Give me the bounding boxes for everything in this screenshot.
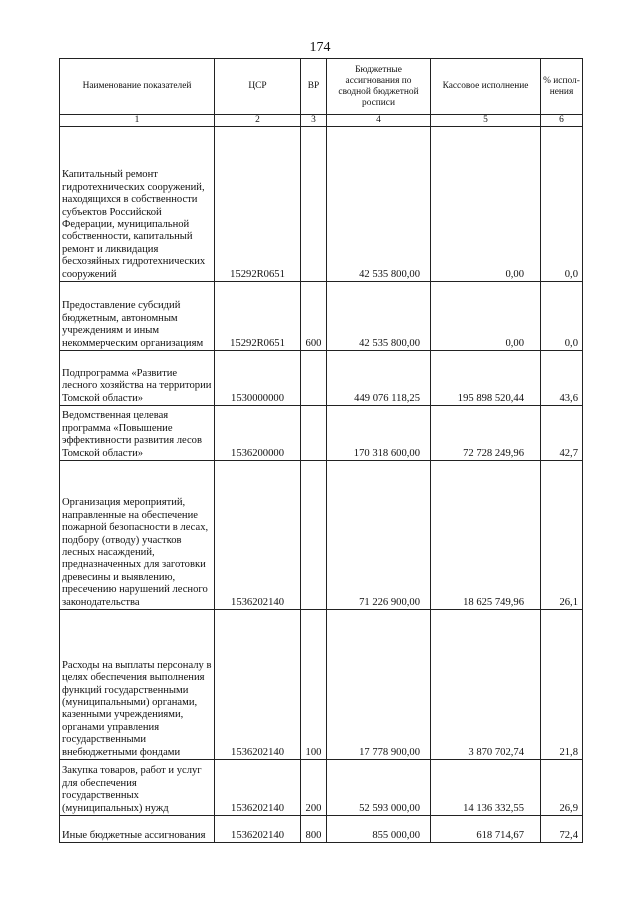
column-header-name: Наименование показателей <box>60 59 215 115</box>
row-csr: 1530000000 <box>215 351 301 406</box>
row-budget: 42 535 800,00 <box>327 282 431 351</box>
row-vr <box>301 127 327 282</box>
row-budget: 17 778 900,00 <box>327 610 431 760</box>
row-percent: 72,4 <box>541 816 583 843</box>
budget-execution-table <box>59 58 583 843</box>
row-percent: 0,0 <box>541 127 583 282</box>
row-vr <box>301 351 327 406</box>
row-cash: 3 870 702,74 <box>431 610 541 760</box>
row-percent: 21,8 <box>541 610 583 760</box>
row-percent: 26,9 <box>541 760 583 816</box>
row-budget: 855 000,00 <box>327 816 431 843</box>
column-number: 5 <box>431 115 541 127</box>
row-name: Расходы на выплаты персоналу в целях обеспечения выполнения функций государственными (муниципальными) органами, казенными учреждениями, органами управления государственными внебюджетными фондами <box>60 610 215 760</box>
row-name: Закупка товаров, работ и услуг для обеспечения государственных (муниципальных) нужд <box>60 760 215 816</box>
column-number: 4 <box>327 115 431 127</box>
table-row <box>60 351 583 406</box>
row-percent: 42,7 <box>541 406 583 461</box>
row-vr <box>301 406 327 461</box>
row-vr: 800 <box>301 816 327 843</box>
column-header-cash: Кассовое исполнение <box>431 59 541 115</box>
column-number: 1 <box>60 115 215 127</box>
row-name: Подпрограмма «Развитие лесного хозяйства на территории Томской области» <box>60 351 215 406</box>
row-vr: 600 <box>301 282 327 351</box>
row-csr: 1536202140 <box>215 461 301 610</box>
column-number: 6 <box>541 115 583 127</box>
row-csr: 1536202140 <box>215 610 301 760</box>
row-cash: 195 898 520,44 <box>431 351 541 406</box>
row-csr: 15292R0651 <box>215 282 301 351</box>
row-budget: 71 226 900,00 <box>327 461 431 610</box>
row-cash: 72 728 249,96 <box>431 406 541 461</box>
table-row <box>60 760 583 816</box>
row-csr: 1536202140 <box>215 760 301 816</box>
row-budget: 170 318 600,00 <box>327 406 431 461</box>
row-cash: 14 136 332,55 <box>431 760 541 816</box>
row-cash: 18 625 749,96 <box>431 461 541 610</box>
header-row <box>60 59 583 115</box>
row-vr: 200 <box>301 760 327 816</box>
column-number: 3 <box>301 115 327 127</box>
table-row <box>60 406 583 461</box>
column-header-vr: ВР <box>301 59 327 115</box>
table-row <box>60 610 583 760</box>
row-budget: 42 535 800,00 <box>327 127 431 282</box>
row-budget: 449 076 118,25 <box>327 351 431 406</box>
row-csr: 15292R0651 <box>215 127 301 282</box>
column-number: 2 <box>215 115 301 127</box>
row-cash: 618 714,67 <box>431 816 541 843</box>
row-percent: 43,6 <box>541 351 583 406</box>
row-name: Иные бюджетные ассигнования <box>60 816 215 843</box>
row-vr <box>301 461 327 610</box>
row-csr: 1536202140 <box>215 816 301 843</box>
row-name: Ведомственная целевая программа «Повышение эффективности развития лесов Томской области» <box>60 406 215 461</box>
column-number-row <box>60 115 583 127</box>
table-row <box>60 282 583 351</box>
page-number: 174 <box>309 40 331 55</box>
row-budget: 52 593 000,00 <box>327 760 431 816</box>
row-cash: 0,00 <box>431 127 541 282</box>
row-cash: 0,00 <box>431 282 541 351</box>
table-row <box>60 816 583 843</box>
row-name: Организация мероприятий, направленные на обеспечение пожарной безопасности в лесах, подбору (отводу) участков лесных насаждений, предназначенных для заготовки древесины и выявлению, пресечению нарушений лесного законодательства <box>60 461 215 610</box>
row-csr: 1536200000 <box>215 406 301 461</box>
row-name: Предоставление субсидий бюджетным, автономным учреждениям и иным некоммерческим организациям <box>60 282 215 351</box>
column-header-budget: Бюджетные ассигнования по сводной бюджетной росписи <box>327 59 431 115</box>
row-percent: 26,1 <box>541 461 583 610</box>
table-row <box>60 127 583 282</box>
column-header-csr: ЦСР <box>215 59 301 115</box>
column-header-percent: % испол-нения <box>541 59 583 115</box>
row-percent: 0,0 <box>541 282 583 351</box>
row-vr: 100 <box>301 610 327 760</box>
row-name: Капитальный ремонт гидротехнических сооружений, находящихся в собственности субъектов Российской Федерации, муниципальной собственности, капитальный ремонт и ликвидация бесхозяйных гидротехнических сооружений <box>60 127 215 282</box>
table-row <box>60 461 583 610</box>
